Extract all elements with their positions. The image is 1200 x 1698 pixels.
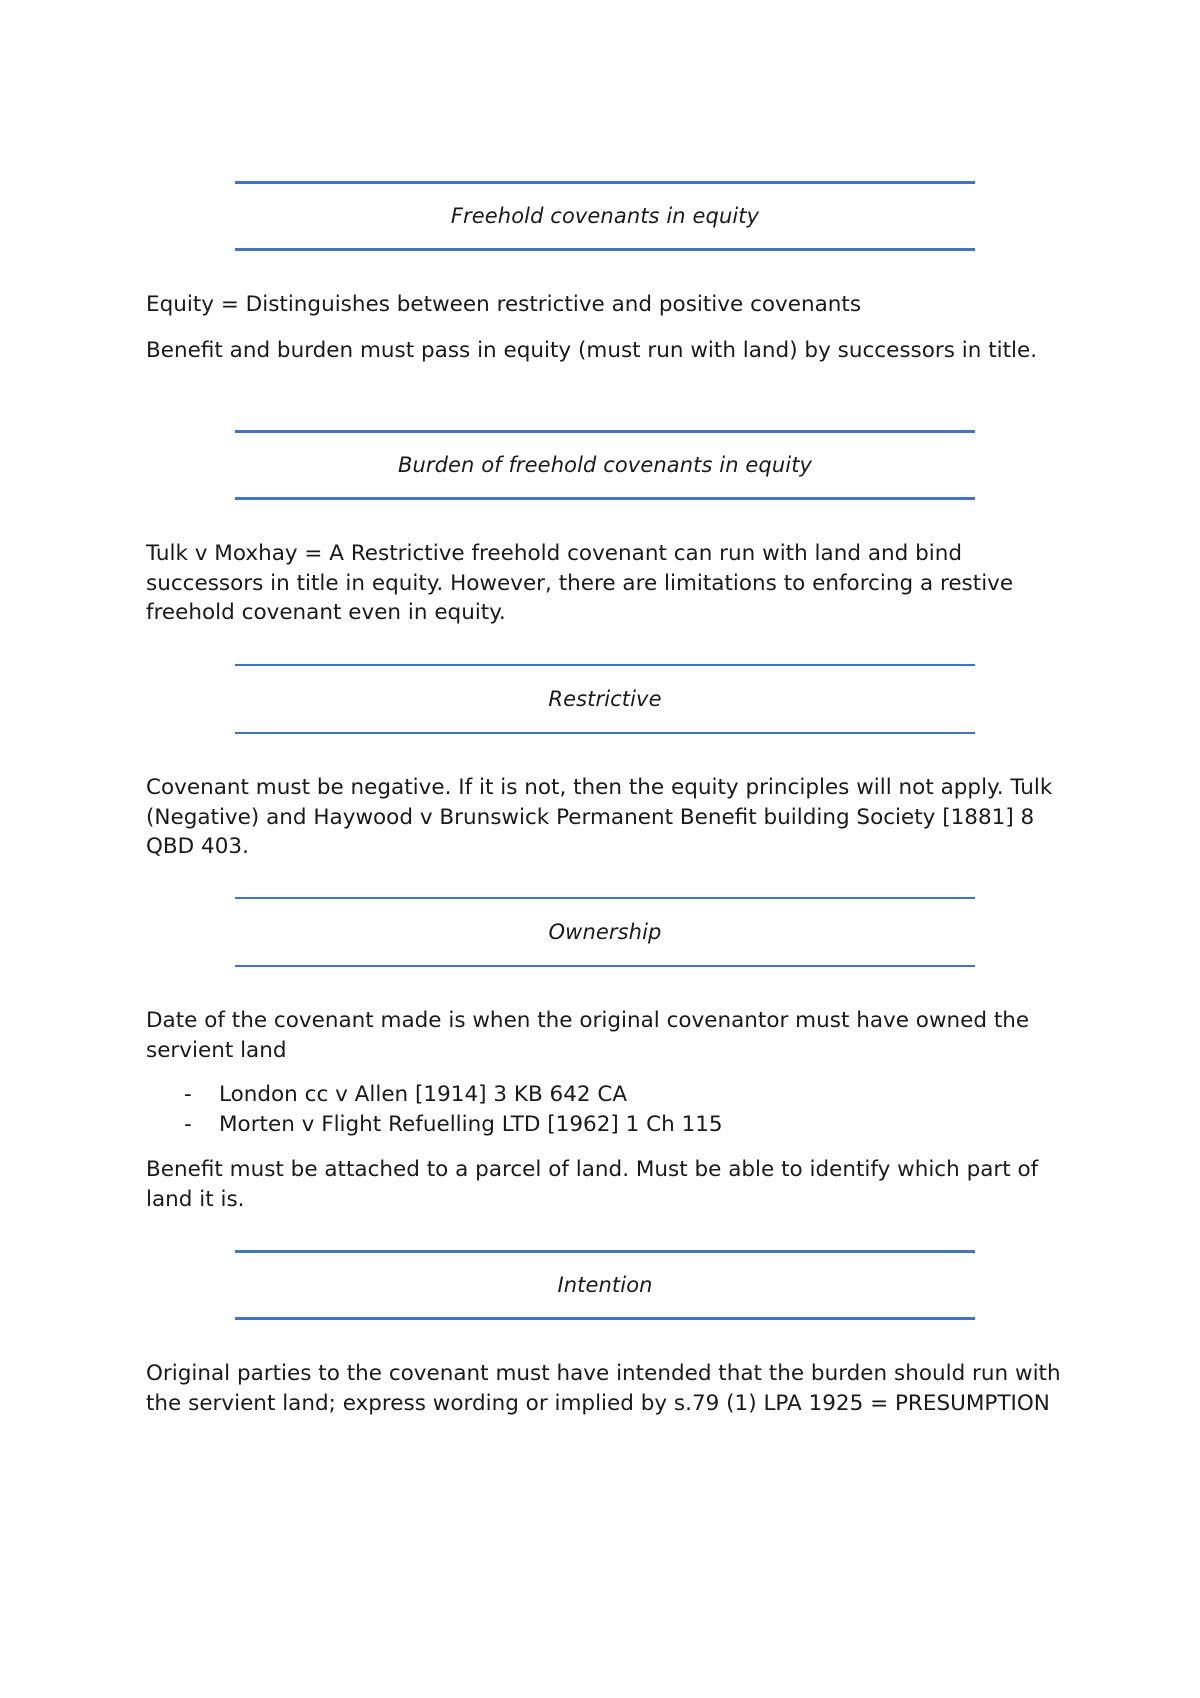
heading-text: Burden of freehold covenants in equity — [397, 453, 813, 477]
list-item — [146, 1080, 1066, 1110]
heading-text: Freehold covenants in equity — [450, 204, 760, 228]
heading-text: Intention — [557, 1273, 653, 1297]
heading-intention — [235, 1250, 975, 1320]
list-dash: - — [184, 1111, 192, 1137]
paragraph-covenant-must-be-negative: Covenant must be negative. If it is not, then the equity principles will not apply. Tulk (Negative) and Haywood v Brunswick Permanent Benefit building Society [1881] 8 QBD 403. — [146, 775, 1053, 859]
list-item-text: London cc v Allen [1914] 3 KB 642 CA — [219, 1082, 628, 1107]
list-item — [146, 1110, 1066, 1140]
list-dash: - — [184, 1082, 192, 1107]
heading-ownership — [235, 897, 975, 967]
paragraph-date-of-covenant: Date of the covenant made is when the original covenantor must have owned the servient land — [146, 1008, 1030, 1063]
paragraph-equity-distinguishes: Equity = Distinguishes between restrictive and positive covenants — [146, 292, 862, 317]
paragraph-benefit-and-burden: Benefit and burden must pass in equity (must run with land) by successors in title. — [146, 338, 1038, 363]
heading-text: Restrictive — [548, 687, 662, 711]
heading-freehold-covenants-in-equity — [235, 181, 975, 251]
heading-restrictive — [235, 664, 975, 734]
heading-burden-of-freehold-covenants — [235, 430, 975, 500]
heading-text: Ownership — [548, 920, 662, 944]
paragraph-original-parties: Original parties to the covenant must have intended that the burden should run with the servient land; express wording or implied by s.79 (1) LPA 1925 = PRESUMPTION — [146, 1361, 1061, 1416]
paragraph-benefit-attached-to-parcel: Benefit must be attached to a parcel of land. Must be able to identify which part of land it is. — [146, 1157, 1039, 1212]
case-list — [146, 1080, 1066, 1139]
paragraph-tulk-v-moxhay: Tulk v Moxhay = A Restrictive freehold covenant can run with land and bind successors in title in equity. However, there are limitations to enforcing a restive freehold covenant even in equity. — [146, 541, 1014, 625]
list-item-text: Morten v Flight Refuelling LTD [1962] 1 Ch 115 — [219, 1111, 723, 1137]
